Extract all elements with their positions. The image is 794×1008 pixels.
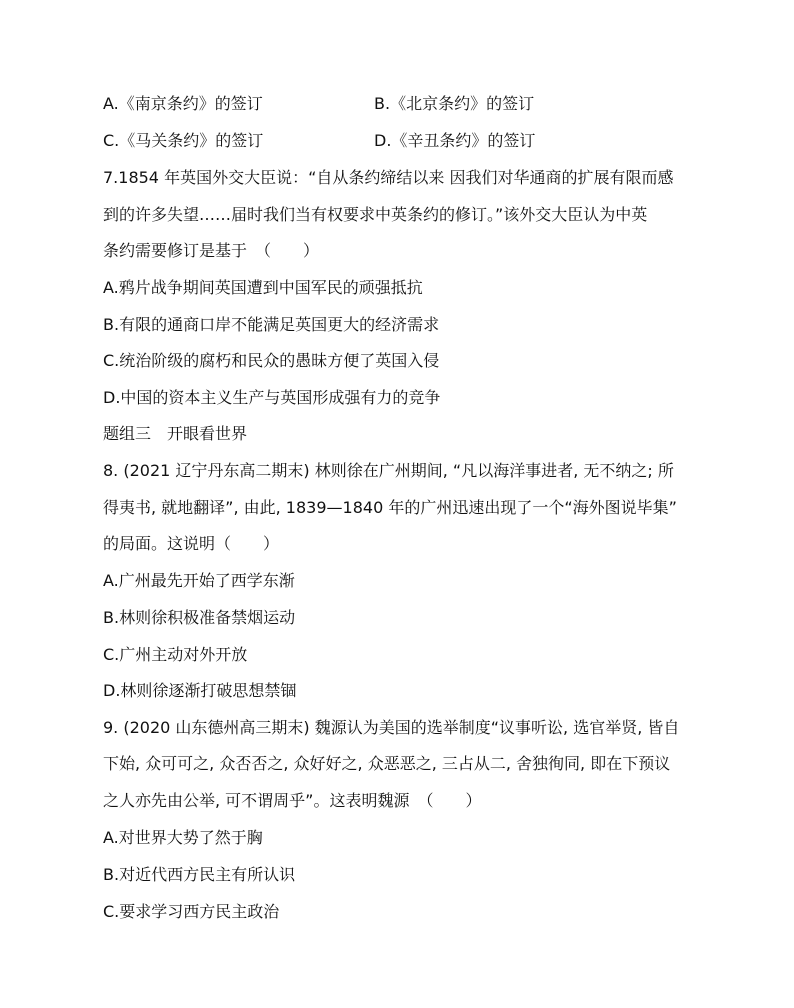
q6-options-row-1 <box>103 94 535 114</box>
q7-stem-line-3: 条约需要修订是基于 （ ） <box>103 241 320 260</box>
q6-options-row-2 <box>103 131 536 151</box>
q8-stem-line-3: 的局面。这说明（ ） <box>103 534 280 553</box>
q9-stem-line-3: 之人亦先由公举, 可不谓周乎”。这表明魏源 （ ） <box>103 791 482 810</box>
q8-option-d: D.林则徐逐渐打破思想禁锢 <box>103 681 297 700</box>
q9-option-a: A.对世界大势了然于胸 <box>103 828 263 847</box>
q8-option-a: A.广州最先开始了西学东渐 <box>103 571 295 590</box>
q7-stem-line-1: 7.1854 年英国外交大臣说：“自从条约缔结以来 因我们对华通商的扩展有限而感 <box>103 168 674 187</box>
q9-option-b: B.对近代西方民主有所认识 <box>103 865 296 884</box>
q8-stem-line-1: 8. (2021 辽宁丹东高二期末) 林则徐在广州期间, “凡以海洋事进者, 无不纳之; 所 <box>103 461 674 480</box>
q9-stem-line-1: 9. (2020 山东德州高三期末) 魏源认为美国的选举制度“议事听讼, 选官举贤, 皆自 <box>103 718 680 737</box>
q6-option-c: C.《马关条约》的签订 <box>103 131 264 150</box>
q7-option-b: B.有限的通商口岸不能满足英国更大的经济需求 <box>103 315 440 334</box>
section-title: 题组三 开眼看世界 <box>103 424 248 443</box>
q6-option-d: D.《辛丑条约》的签订 <box>374 131 536 150</box>
q7-option-d: D.中国的资本主义生产与英国形成强有力的竞争 <box>103 388 441 407</box>
q7-option-c: C.统治阶级的腐朽和民众的愚昧方便了英国入侵 <box>103 351 440 370</box>
q6-option-a: A.《南京条约》的签订 <box>103 94 263 113</box>
q7-option-a: A.鸦片战争期间英国遭到中国军民的顽强抵抗 <box>103 278 423 297</box>
q8-option-c: C.广州主动对外开放 <box>103 645 248 664</box>
q8-stem-line-2: 得夷书, 就地翻译”, 由此, 1839—1840 年的广州迅速出现了一个“海外图说毕集” <box>103 498 677 517</box>
q9-stem-line-2: 下始, 众可可之, 众否否之, 众好好之, 众恶恶之, 三占从二, 舍独徇同, 即在下预议 <box>103 754 671 773</box>
q7-stem-line-2: 到的许多失望……届时我们当有权要求中英条约的修订。”该外交大臣认为中英 <box>103 205 648 224</box>
q6-option-b: B.《北京条约》的签订 <box>374 94 535 113</box>
q9-option-c: C.要求学习西方民主政治 <box>103 902 280 921</box>
q8-option-b: B.林则徐积极准备禁烟运动 <box>103 608 296 627</box>
